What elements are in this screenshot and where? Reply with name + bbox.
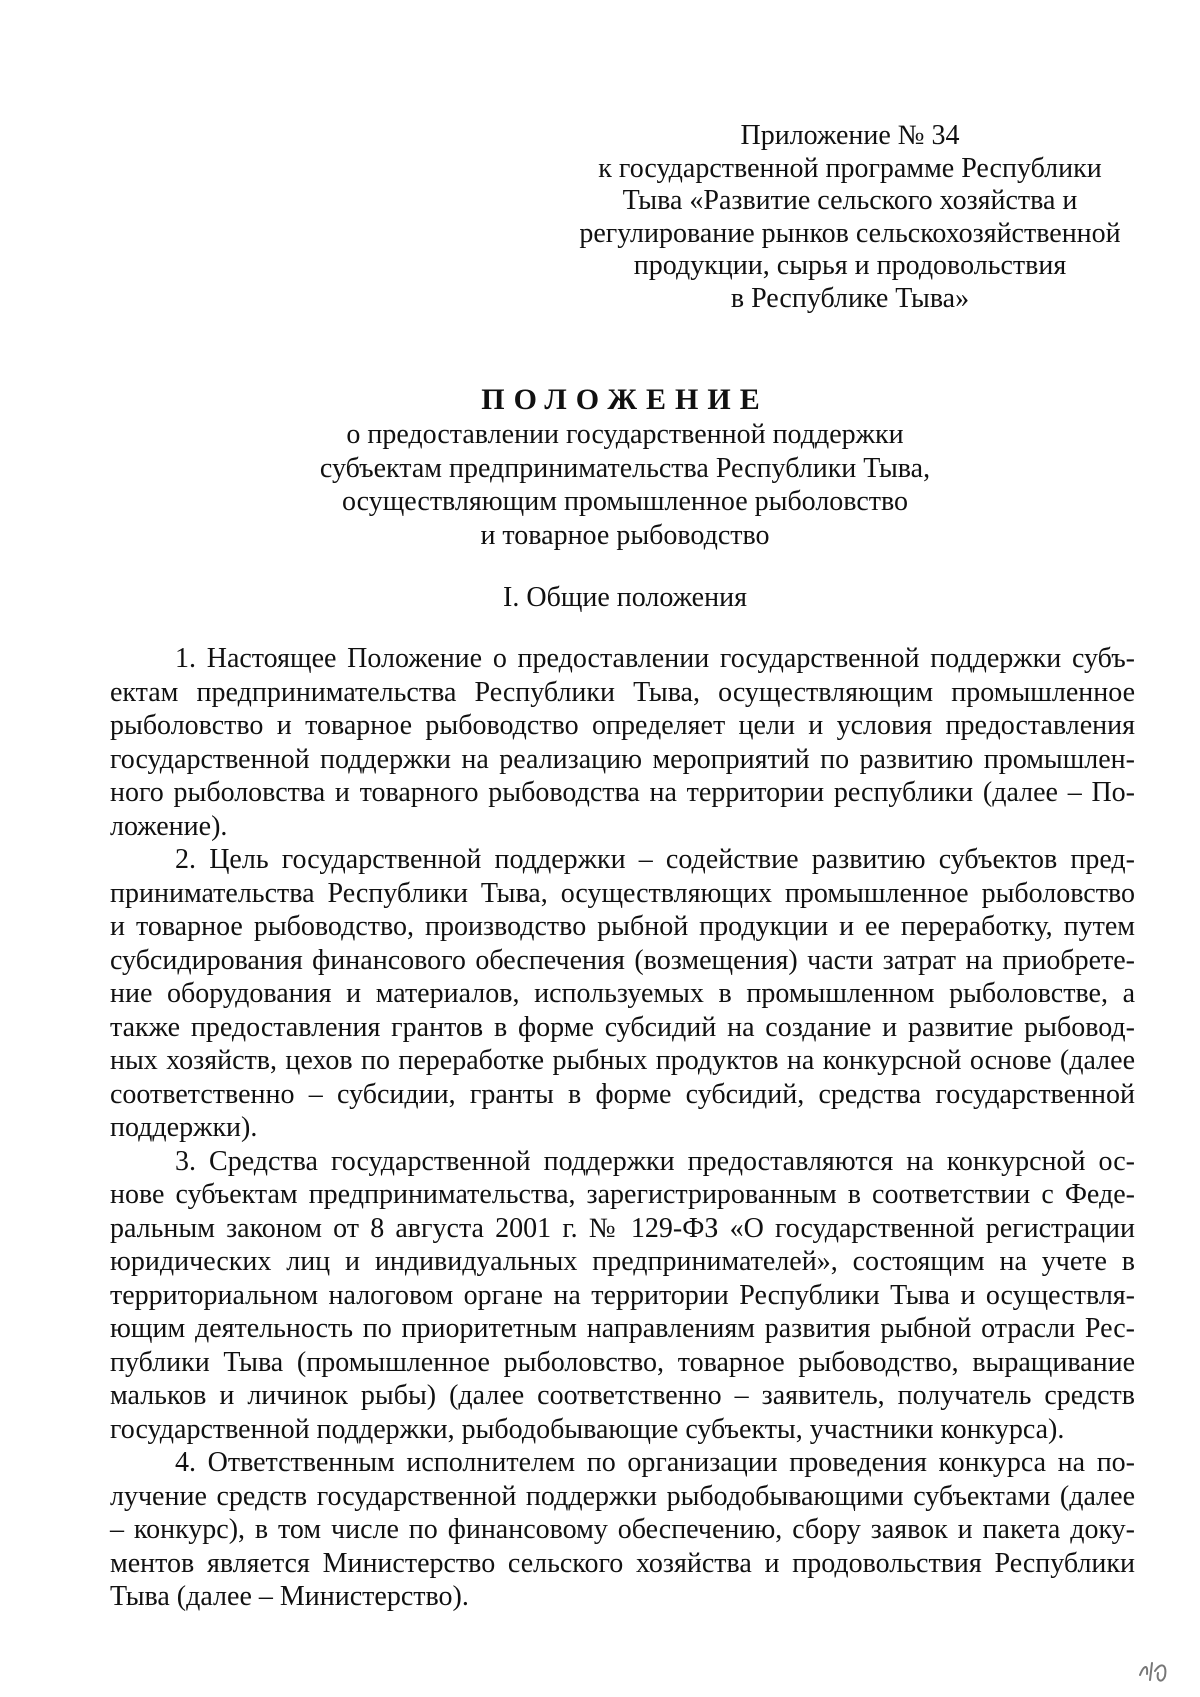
document-title: ПОЛОЖЕНИЕ	[481, 383, 769, 416]
subtitle-line: осуществляющим промышленное рыболовство	[341, 486, 909, 517]
appendix-line: Тыва «Развитие сельского хозяйства и	[622, 185, 1078, 216]
text-line: 1. Настоящее Положение о предоставлении государственной поддержки субъ-	[175, 643, 1135, 674]
text-line: ных хозяйств, цехов по переработке рыбных продуктов на конкурсной основе (далее	[110, 1045, 1135, 1076]
text-line: соответственно – субсидии, гранты в форме субсидий, средства государственной	[110, 1078, 1135, 1110]
handwritten-mark-icon	[1136, 1655, 1182, 1685]
text-line: также предоставления грантов в форме субсидий на создание и развитие рыбовод-	[110, 1011, 1135, 1043]
subtitle-line: о предоставлении государственной поддержки	[346, 419, 904, 450]
section-heading: I. Общие положения	[503, 582, 747, 613]
paragraph-3	[110, 1145, 1135, 1447]
text-line: лучение средств государственной поддержки рыбодобывающими субъектами (далее	[110, 1480, 1135, 1512]
appendix-line: в Республике Тыва»	[730, 282, 970, 314]
paragraph-4	[110, 1446, 1135, 1614]
appendix-line: к государственной программе Республики	[598, 152, 1102, 184]
text-line: 3. Средства государственной поддержки предоставляются на конкурсной ос-	[175, 1145, 1135, 1177]
text-line: мальков и личинок рыбы) (далее соответственно – заявитель, получатель средств	[110, 1380, 1135, 1411]
text-line: нове субъектам предпринимательства, зарегистрированным в соответствии с Феде-	[110, 1179, 1135, 1210]
text-line: территориальном налоговом органе на территории Республики Тыва и осуществля-	[110, 1279, 1135, 1311]
appendix-line: регулирование рынков сельскохозяйственной	[579, 217, 1121, 249]
text-line: ющим деятельность по приоритетным направлениям развития рыбной отрасли Рес-	[110, 1313, 1135, 1344]
subtitle-line: субъектам предпринимательства Республики Тыва,	[319, 452, 931, 484]
text-line: субсидирования финансового обеспечения (возмещения) части затрат на приобрете-	[110, 944, 1135, 976]
subtitle-line: и товарное рыбоводство	[480, 519, 770, 551]
text-line: поддержки).	[110, 1112, 258, 1143]
document-body	[110, 642, 1135, 1614]
appendix-line: Приложение № 34	[740, 120, 960, 151]
appendix-note	[560, 120, 1140, 315]
text-line: государственной поддержки, рыбодобывающие субъекты, участники конкурса).	[110, 1413, 1065, 1445]
text-line: ного рыболовства и товарного рыбоводства на территории республики (далее – По-	[110, 777, 1135, 808]
text-line: государственной поддержки на реализацию мероприятий по развитию промышлен-	[110, 743, 1135, 775]
text-line: и товарное рыбоводство, производство рыбной продукции и ее переработку, путем	[110, 911, 1135, 942]
text-line: публики Тыва (промышленное рыболовство, товарное рыбоводство, выращивание	[110, 1346, 1135, 1378]
text-line: юридических лиц и индивидуальных предпринимателей», состоящим на учете в	[110, 1246, 1135, 1277]
paragraph-1	[110, 642, 1135, 843]
text-line: ние оборудования и материалов, используемых в промышленном рыболовстве, а	[110, 978, 1135, 1009]
text-line: Тыва (далее – Министерство).	[110, 1581, 469, 1612]
text-line: ментов является Министерство сельского хозяйства и продовольствия Республики	[110, 1547, 1135, 1579]
text-line: ектам предпринимательства Республики Тыва, осуществляющим промышленное	[110, 676, 1135, 708]
text-line: – конкурс), в том числе по финансовому обеспечению, сбору заявок и пакета доку-	[110, 1514, 1135, 1545]
text-line: рыболовство и товарное рыбоводство определяет цели и условия предоставления	[110, 710, 1135, 741]
text-line: ральным законом от 8 августа 2001 г. № 129-ФЗ «О государственной регистрации	[110, 1212, 1135, 1244]
paragraph-2	[110, 843, 1135, 1145]
text-line: 4. Ответственным исполнителем по организации проведения конкурса на по-	[175, 1447, 1135, 1478]
text-line: ложение).	[110, 810, 228, 842]
text-line: принимательства Республики Тыва, осуществляющих промышленное рыболовство	[110, 877, 1135, 909]
document-subtitle	[0, 418, 1200, 552]
text-line: 2. Цель государственной поддержки – содействие развитию субъектов пред-	[175, 844, 1135, 875]
appendix-line: продукции, сырья и продовольствия	[633, 250, 1067, 281]
